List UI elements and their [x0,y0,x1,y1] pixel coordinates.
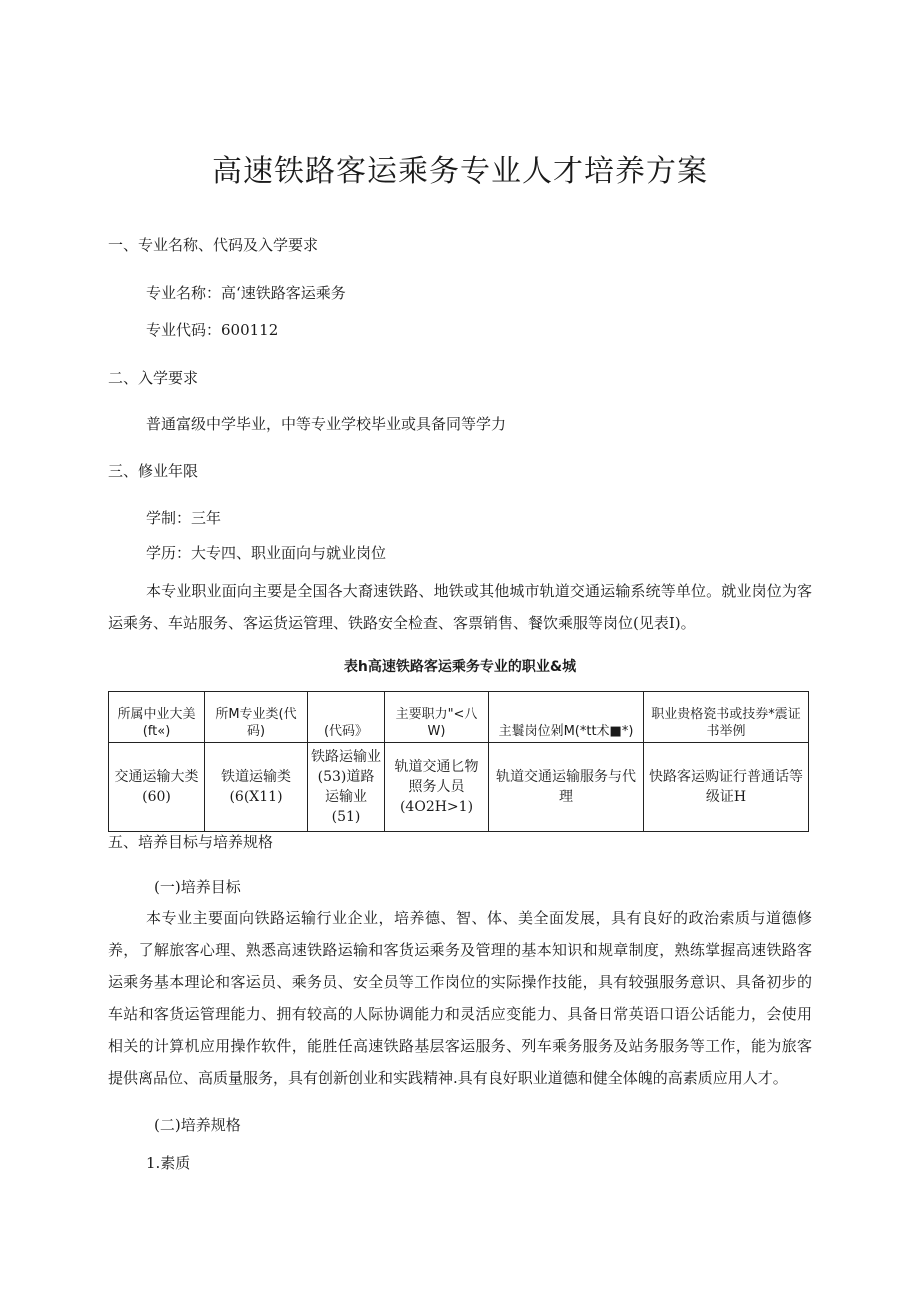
section-2-heading: 二、入学要求 [108,369,199,387]
training-goal-paragraph: 本专业主要面向铁路运输行业企业，培养德、智、体、美全面发展，具有良好的政治索质与道德修养，了解旅客心理、熟悉高速铁路运输和客货运乘务及管理的基本知识和规章制度，熟练掌握高速铁路客运乘务基本理论和客运员、乘务员、安全员等工作岗位的实际操作技能，具有较强服务意识、具备初步的车站和客货运管理能力、拥有较高的人际协调能力和灵活应变能力、具备日常英语口语公话能力，会使用相关的计算机应用操作软件，能胜任高速铁路基层客运服务、列车乘务服务及站务服务等工作，能为旅客提供离品位、高质量服务，具有创新创业和实践精神.具有良好职业道德和健全体魄的高素质应用人才。 [108,909,812,1087]
header-cell: 主鬟岗位剁M(*tt术■*) [489,692,644,743]
major-name-line: 专业名称：高‘速铁路客运乘务 [146,284,346,302]
training-spec-subheading: (二)培养规格 [154,1116,241,1134]
header-cell: 所M专业类(代码) [205,692,308,743]
degree-line: 学历：大专四、职业面向与就业岗位 [146,544,387,562]
table-header-row [109,692,809,743]
training-goal-subheading: (一)培养目标 [154,878,241,896]
table-cell: 铁路运输业(53)道路运输业(51) [308,743,385,832]
header-cell: 主要职力"<八W) [385,692,489,743]
header-cell: (代码》 [308,692,385,743]
quality-item: 1.素质 [146,1154,191,1172]
career-table [108,691,809,832]
career-paragraph: 本专业职业面向主要是全国各大裔速铁路、地铁或其他城市轨道交通运输系统等单位。就业岗位为客运乘务、车站服务、客运货运管理、铁路安全检查、客票销售、餐饮乘服等岗位(见表I)。 [108,582,812,632]
table-cell: 快路客运购证行普通话等级证H [644,743,809,832]
study-duration: 学制：三年 [146,509,222,527]
header-cell: 职业贵格瓷书或技券*震证书举例 [644,692,809,743]
section-5-heading: 五、培养目标与培养规格 [108,833,274,851]
major-code-line: 专业代码：600112 [146,321,279,339]
table-row [109,743,809,832]
admission-requirement: 普通富级中学毕业，中等专业学校毕业或具备同等学力 [146,415,507,433]
section-1-heading: 一、专业名称、代码及入学要求 [108,236,319,254]
table-caption: 表h高速铁路客运乘务专业的职业&城 [343,659,577,675]
header-cell: 所属中业大美(ft«) [109,692,205,743]
table-cell: 轨道交通匕物照务人员(4O2H>1) [385,743,489,832]
table-cell: 交通运输大类(60) [109,743,205,832]
section-3-heading: 三、修业年限 [108,462,199,480]
table-cell: 轨道交通运输服务与代理 [489,743,644,832]
document-title: 高速铁路客运乘务专业人才培养方案 [212,154,708,190]
table-cell: 铁道运输类(6(X11) [205,743,308,832]
